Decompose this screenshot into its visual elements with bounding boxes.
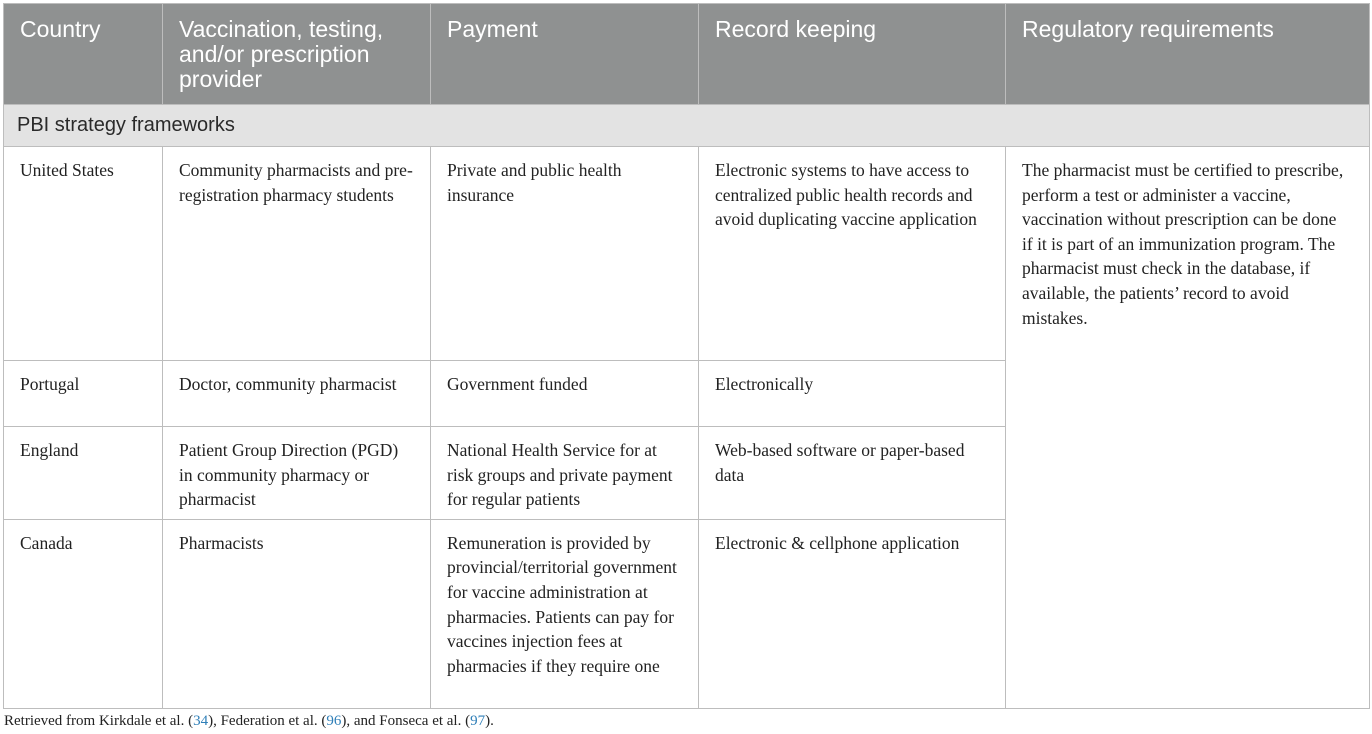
cell-payment: National Health Service for at risk groups and private payment for regular patients (431, 427, 699, 520)
footnote-text: ), and Fonseca et al. ( (341, 713, 471, 729)
reference-link-34[interactable]: 34 (193, 713, 209, 729)
table-row (4, 147, 1370, 361)
cell-provider: Doctor, community pharmacist (163, 361, 431, 427)
header-row (4, 4, 1370, 105)
cell-record: Electronic systems to have access to centralized public health records and avoid duplicating vaccine application (699, 147, 1006, 361)
cell-provider: Patient Group Direction (PGD) in community pharmacy or pharmacist (163, 427, 431, 520)
section-row (4, 105, 1370, 147)
cell-country: England (4, 427, 163, 520)
column-header-record-keeping: Record keeping (699, 4, 1006, 105)
cell-record: Electronic & cellphone application (699, 519, 1006, 708)
column-header-country: Country (4, 4, 163, 105)
cell-record: Web-based software or paper-based data (699, 427, 1006, 520)
section-label: PBI strategy frameworks (4, 105, 1370, 147)
cell-payment: Private and public health insurance (431, 147, 699, 361)
footnote-text: Retrieved from Kirkdale et al. ( (4, 713, 194, 729)
cell-country: United States (4, 147, 163, 361)
frameworks-table (3, 3, 1370, 709)
column-header-payment: Payment (431, 4, 699, 105)
cell-provider: Community pharmacists and pre-registration pharmacy students (163, 147, 431, 361)
footnote-text: ). (485, 713, 494, 729)
cell-regulatory: The pharmacist must be certified to prescribe, perform a test or administer a vaccine, vaccination without prescription can be done if it is part of an immunization program. The pharmacist must check in the database, if available, the patients’ record to avoid mistakes. (1006, 147, 1370, 709)
table-footnote (4, 711, 494, 731)
cell-country: Portugal (4, 361, 163, 427)
footnote-text: ), Federation et al. ( (208, 713, 327, 729)
cell-record: Electronically (699, 361, 1006, 427)
cell-provider: Pharmacists (163, 519, 431, 708)
column-header-regulatory: Regulatory requirements (1006, 4, 1370, 105)
reference-link-96[interactable]: 96 (326, 713, 342, 729)
column-header-provider: Vaccination, testing, and/or prescription provider (163, 4, 431, 105)
reference-link-97[interactable]: 97 (470, 713, 486, 729)
cell-payment: Remuneration is provided by provincial/territorial government for vaccine administration at pharmacies. Patients can pay for vaccines injection fees at pharmacies if they require one (431, 519, 699, 708)
cell-payment: Government funded (431, 361, 699, 427)
cell-country: Canada (4, 519, 163, 708)
